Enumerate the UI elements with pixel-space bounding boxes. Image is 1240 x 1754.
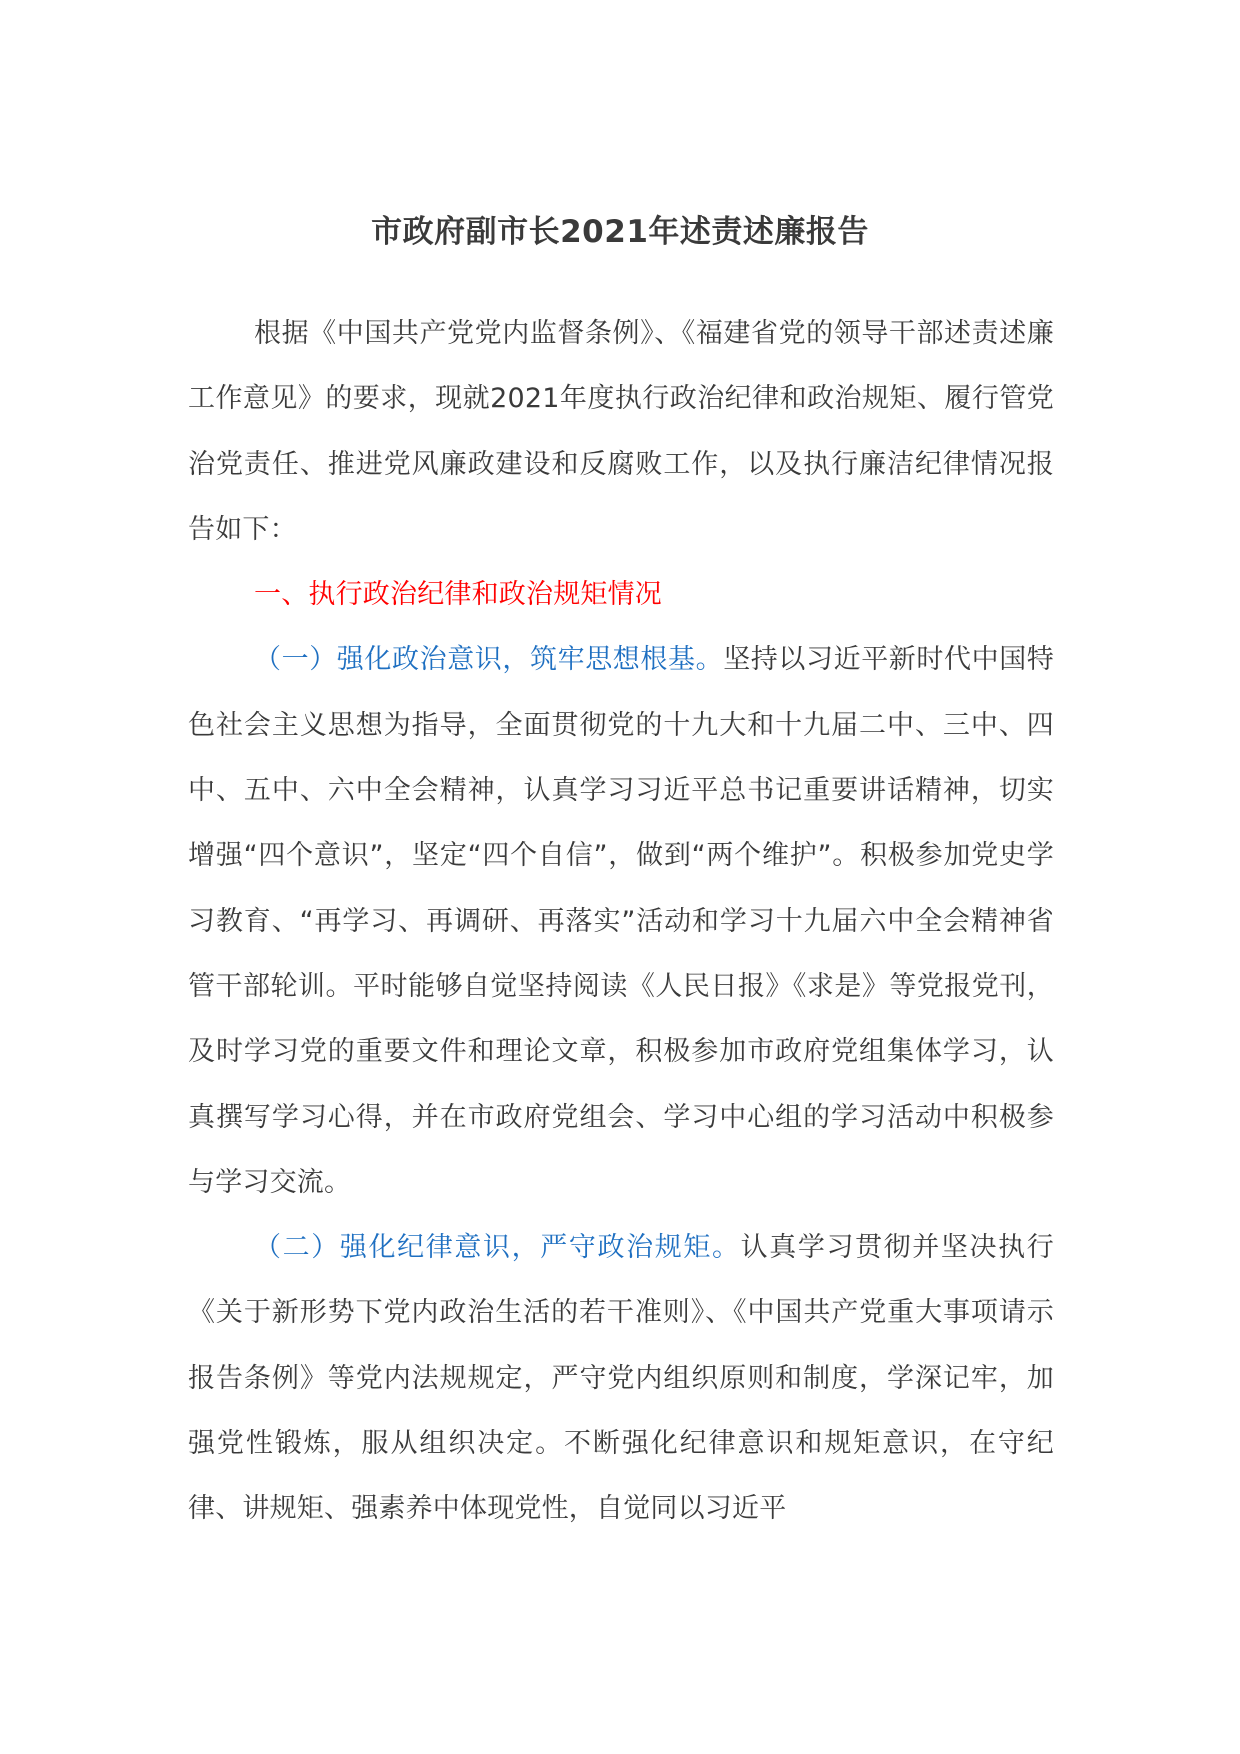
item-body-2: 认真学习贯彻并坚决执行《关于新形势下党内政治生活的若干准则》、《中国共产党重大事项请示报告条例》等党内法规规定，严守党内组织原则和制度，学深记牢，加强党性锻炼，服从组织决定。不断强化纪律意识和规矩意识，在守纪律、讲规矩、强素养中体现党性，自觉同以习近平 [188, 1232, 1054, 1525]
section-heading: 一、执行政治纪律和政治规矩情况 [254, 579, 662, 611]
item-paragraph-1 [188, 627, 1054, 1215]
item-paragraph-2 [188, 1215, 1054, 1541]
intro-paragraph: 根据《中国共产党党内监督条例》、《福建省党的领导干部述责述廉工作意见》的要求，现就2021年度执行政治纪律和政治规矩、履行管党治党责任、推进党风廉政建设和反腐败工作，以及执行廉洁纪律情况报告如下： [188, 318, 1054, 545]
item-lead-1: （一）强化政治意识，筑牢思想根基。 [254, 644, 724, 676]
page-title: 市政府副市长2021年述责述廉报告 [371, 214, 869, 250]
document-body [188, 301, 1054, 1542]
item-body-1: 坚持以习近平新时代中国特色社会主义思想为指导，全面贯彻党的十九大和十九届二中、三中、四中、五中、六中全会精神，认真学习习近平总书记重要讲话精神，切实增强“四个意识”，坚定“四个自信”，做到“两个维护”。积极参加党史学习教育、“再学习、再调研、再落实”活动和学习十九届六中全会精神省管干部轮训。平时能够自觉坚持阅读《人民日报》《求是》等党报党刊，及时学习党的重要文件和理论文章，积极参加市政府党组集体学习，认真撰写学习心得，并在市政府党组会、学习中心组的学习活动中积极参与学习交流。 [188, 644, 1054, 1198]
item-lead-2: （二）强化纪律意识，严守政治规矩。 [254, 1232, 741, 1264]
